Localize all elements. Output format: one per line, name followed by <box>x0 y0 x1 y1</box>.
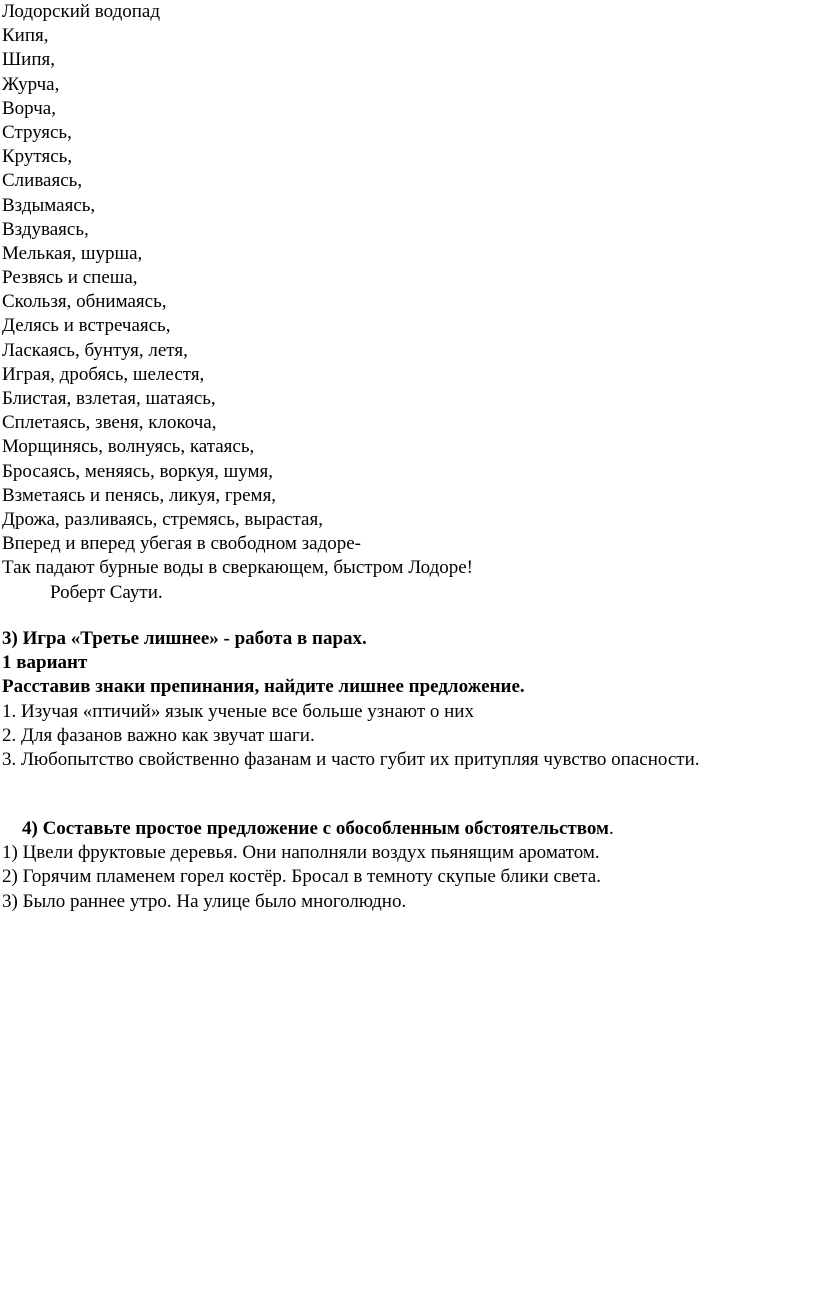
poem-line: Сплетаясь, звеня, клокоча, <box>2 412 217 434</box>
task-3-item: 3. Любопытство свойственно фазанам и часто губит их притупляя чувство опасности. <box>2 748 700 770</box>
poem-line: Ворча, <box>2 97 56 119</box>
task-4-heading-end: . <box>608 818 614 839</box>
poem-line: Вздымаясь, <box>2 194 96 216</box>
task-4-item: 1) Цвели фруктовые деревья. Они наполняли воздух пьянящим ароматом. <box>2 842 600 864</box>
task-4-item: 2) Горячим пламенем горел костёр. Бросал в темноту скупые блики света. <box>2 866 601 888</box>
poem-line: Ласкаясь, бунтуя, летя, <box>2 339 188 361</box>
poem-line: Мелькая, шурша, <box>2 242 143 264</box>
poem-line: Кипя, <box>2 25 49 47</box>
poem-line: Морщинясь, волнуясь, катаясь, <box>2 436 255 458</box>
poem-line: Бросаясь, меняясь, воркуя, шумя, <box>2 460 273 482</box>
poem-line: Блистая, взлетая, шатаясь, <box>2 388 216 409</box>
task-3-heading: 3) Игра «Третье лишнее» - работа в парах. <box>2 628 367 649</box>
poem-title: Лодорский водопад <box>2 1 161 22</box>
poem-line: Делясь и встречаясь, <box>2 315 171 337</box>
task-4-section <box>2 817 812 914</box>
task-3-item: 2. Для фазанов важно как звучат шаги. <box>2 724 315 746</box>
poem-lines <box>2 24 802 580</box>
poem-line: Сливаясь, <box>2 170 83 192</box>
task-4-heading-line <box>2 817 812 841</box>
poem <box>2 0 802 605</box>
task-3-item: 1. Изучая «птичий» язык ученые все больше узнают о них <box>2 700 474 722</box>
poem-author: Роберт Саути. <box>50 581 163 603</box>
task-3-section <box>2 627 812 772</box>
poem-line: Взметаясь и пенясь, ликуя, гремя, <box>2 484 277 506</box>
task-3-instruction: Расставив знаки препинания, найдите лишнее предложение. <box>2 676 525 698</box>
poem-line: Крутясь, <box>2 146 73 168</box>
poem-line: Шипя, <box>2 49 55 71</box>
poem-line: Играя, дробясь, шелестя, <box>2 363 205 385</box>
poem-line: Вздуваясь, <box>2 218 89 240</box>
poem-line: Журча, <box>2 73 60 95</box>
poem-line: Вперед и вперед убегая в свободном задоре- <box>2 533 362 555</box>
poem-line: Дрожа, разливаясь, стремясь, вырастая, <box>2 508 323 530</box>
task-3-variant: 1 вариант <box>2 652 88 674</box>
poem-line: Так падают бурные воды в сверкающем, быстром Лодоре! <box>2 557 473 579</box>
poem-line: Скользя, обнимаясь, <box>2 291 167 313</box>
task-4-heading: 4) Составьте простое предложение с обособленным обстоятельством <box>22 818 609 839</box>
poem-line: Струясь, <box>2 121 72 143</box>
task-4-item: 3) Было раннее утро. На улице было многолюдно. <box>2 890 407 912</box>
poem-line: Резвясь и спеша, <box>2 267 138 289</box>
